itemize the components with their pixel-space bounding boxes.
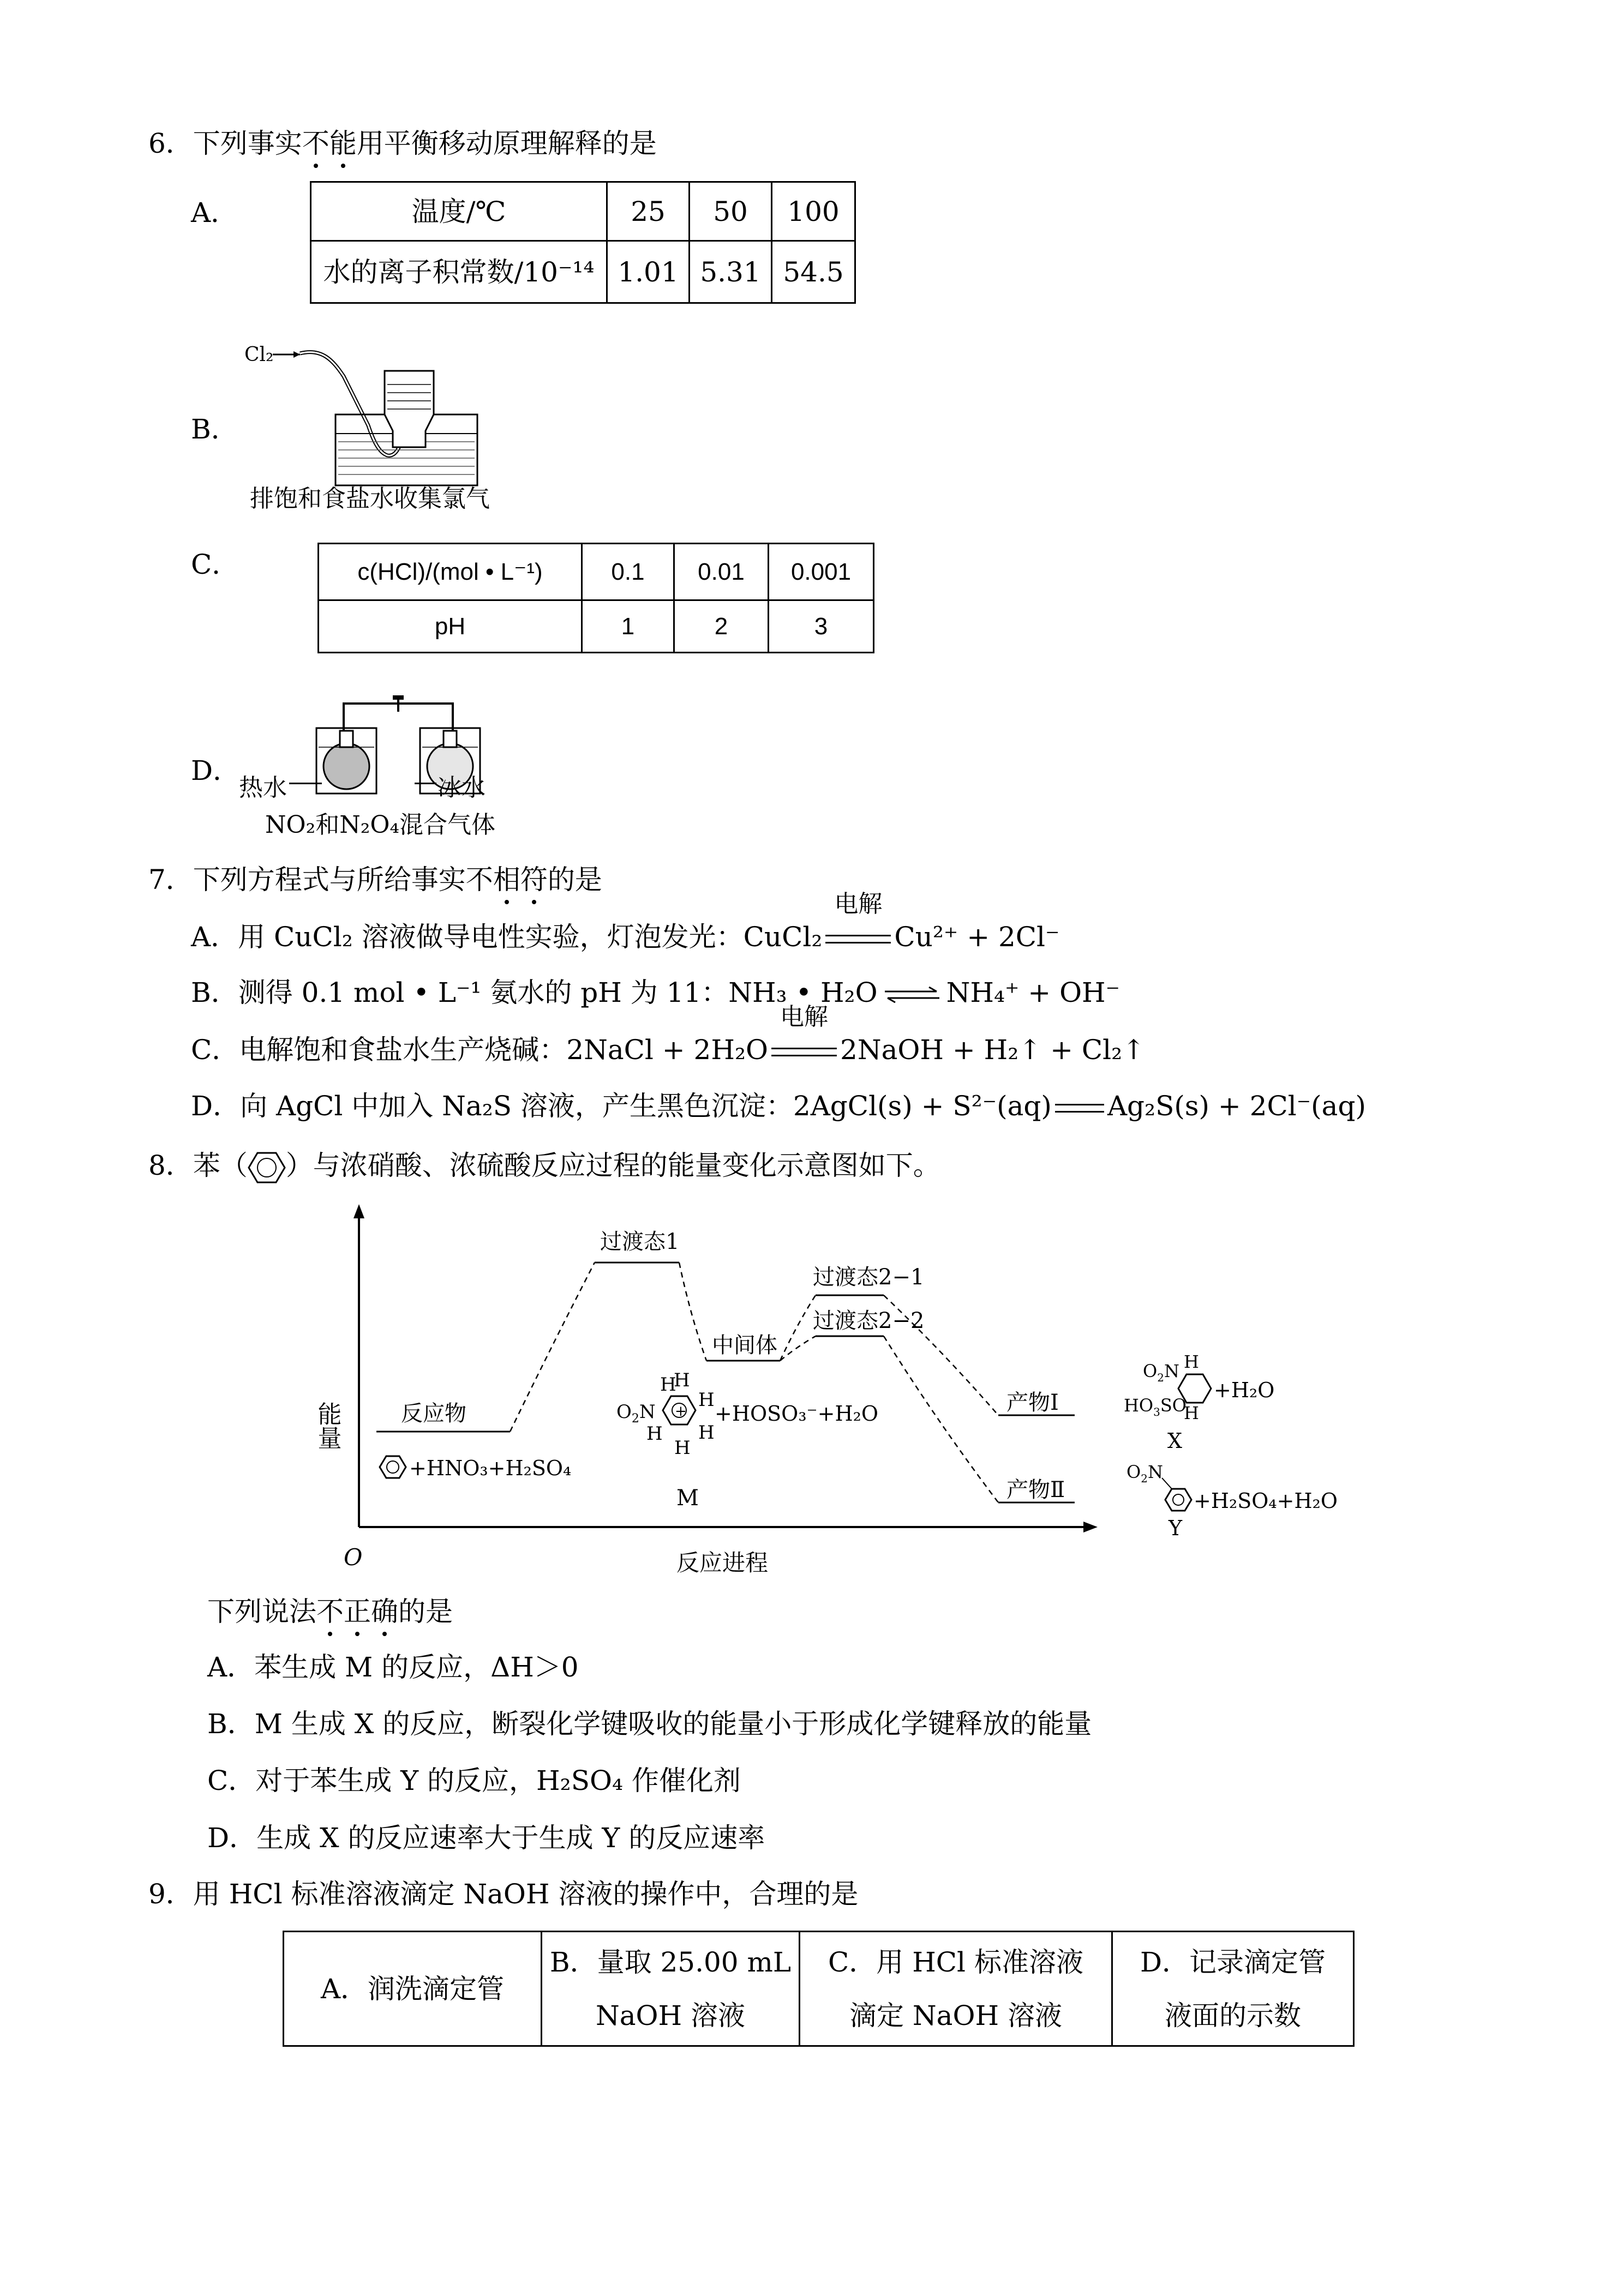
q9-cell-d	[1112, 1932, 1354, 2046]
svg-text:H: H	[698, 1422, 715, 1444]
q6-option-d-label: D．	[191, 755, 241, 786]
sigma-complex-m-icon	[616, 1369, 715, 1459]
q6-a-r2-c1: 1.01	[607, 241, 690, 303]
cl2-label: Cl₂	[244, 344, 274, 366]
q6-a-r2-head: 水的离子积常数/10⁻¹⁴	[311, 241, 607, 303]
q8-stem-pre: 8．苯（	[148, 1150, 248, 1181]
q8-sub-stem	[207, 1592, 453, 1631]
q6-a-r2-c2: 5.31	[690, 241, 772, 303]
q6-a-table	[310, 181, 856, 304]
q7-c-arrow	[771, 1003, 837, 1069]
q8-option-b: B．M 生成 X 的反应，断裂化学键吸收的能量小于形成化学键释放的能量	[207, 1708, 1092, 1740]
cold-water-pointer	[415, 783, 436, 784]
q6-d-caption: NO₂和N₂O₄混合气体	[265, 811, 496, 839]
q8-emph-3: 确	[371, 1592, 398, 1631]
q6-a-r1-c2: 50	[690, 182, 772, 241]
ts22-label: 过渡态2−2	[813, 1308, 925, 1333]
energy-profile-diagram	[305, 1194, 1369, 1587]
x-formula: +H₂O	[1214, 1378, 1275, 1402]
q6-a-r2-c3: 54.5	[772, 241, 855, 303]
q6-c-table	[317, 543, 874, 653]
q7-stem	[148, 861, 602, 899]
q7-option-d	[191, 1087, 1366, 1125]
q8-option-d: D．生成 X 的反应速率大于生成 Y 的反应速率	[207, 1822, 765, 1854]
q8-sub-stem-pre: 下列说法	[207, 1596, 316, 1627]
q7-a-rhs: Cu²⁺ + 2Cl⁻	[894, 921, 1060, 953]
origin-label: O	[344, 1544, 363, 1571]
y-axis-label: 能量	[313, 1402, 341, 1450]
q6-c-r2-c2: 2	[674, 600, 769, 653]
q7-b-lhs: B．测得 0.1 mol • L⁻¹ 氨水的 pH 为 11：NH₃ • H₂O	[191, 977, 878, 1008]
q7-stem-pre: 7．下列方程式与所给事实不	[148, 864, 493, 895]
svg-text:H: H	[646, 1423, 663, 1445]
q8-stem-post: ）与浓硝酸、浓硫酸反应过程的能量变化示意图如下。	[285, 1150, 940, 1181]
q6-c-r2-head: pH	[319, 600, 582, 653]
product2-label: 产物Ⅱ	[1006, 1477, 1065, 1502]
q7-c-rhs: 2NaOH + H₂↑ + Cl₂↑	[840, 1034, 1146, 1066]
q9-d-line1: D．记录滴定管	[1140, 1946, 1326, 1978]
q8-emph-2: 正	[344, 1592, 371, 1631]
q8-sub-stem-post: 的是	[398, 1596, 453, 1627]
q6-a-r1-c3: 100	[772, 182, 855, 241]
x-axis-label: 反应进程	[676, 1549, 769, 1576]
q7-option-a	[191, 890, 1060, 956]
hot-water-pointer	[289, 783, 322, 784]
q6-option-c-label: C．	[191, 549, 239, 580]
q6-option-b-label: B．	[191, 413, 238, 445]
equilibrium-arrow-icon	[882, 987, 942, 1003]
q7-c-lhs: C．电解饱和食盐水生产烧碱：2NaCl + 2H₂O	[191, 1034, 769, 1066]
benzene-ring-icon	[248, 1151, 286, 1185]
q7-option-b	[191, 973, 1120, 1012]
q6-c-r2-c1: 1	[582, 600, 674, 653]
product-x-structure-icon	[1124, 1351, 1211, 1423]
q6-d-hot-water: 热水	[239, 774, 287, 802]
svg-text:H: H	[1184, 1351, 1199, 1372]
q6-c-r2-c3: 3	[769, 600, 874, 653]
q7-emph-1: 相	[493, 861, 520, 899]
q7-a-arrow	[825, 890, 891, 956]
svg-text:H: H	[698, 1389, 715, 1411]
reactant-formula: +HNO₃+H₂SO₄	[409, 1456, 572, 1480]
q8-emph-1: 不	[316, 1592, 344, 1631]
ts1-label: 过渡态1	[600, 1229, 680, 1254]
q7-option-c	[191, 1003, 1146, 1069]
svg-text:H: H	[674, 1369, 690, 1391]
q7-emph-2: 符	[520, 861, 548, 899]
q6-a-r1-c1: 25	[607, 182, 690, 241]
m-formula: +HOSO₃⁻+H₂O	[715, 1402, 878, 1426]
q7-b-rhs: NH₄⁺ + OH⁻	[946, 977, 1120, 1008]
q9-b-line1: B．量取 25.00 mL	[549, 1946, 792, 1978]
q6-c-r1-c1: 0.1	[582, 544, 674, 600]
q6-c-r1-c2: 0.01	[674, 544, 769, 600]
q6-a-r1-head: 温度/℃	[311, 182, 607, 241]
q9-cell-a	[284, 1932, 542, 2046]
q8-stem	[148, 1146, 940, 1185]
q8-option-a: A．苯生成 M 的反应，ΔH＞0	[207, 1651, 579, 1683]
q9-a-line1: A．润洗滴定管	[320, 1973, 505, 2005]
q6-emph-1: 不	[302, 124, 329, 163]
q7-d-arrow	[1055, 1087, 1104, 1125]
svg-text:H: H	[660, 1374, 676, 1396]
ts21-label: 过渡态2−1	[813, 1265, 925, 1290]
q6-option-a-label: A．	[191, 197, 238, 229]
y-formula: +H₂SO₄+H₂O	[1194, 1489, 1338, 1513]
q6-b-caption: 排饱和食盐水收集氯气	[250, 485, 490, 513]
q7-d-lhs: D．向 AgCl 中加入 Na₂S 溶液，产生黑色沉淀：2AgCl(s) + S²⁻(aq)	[191, 1090, 1052, 1122]
q9-c-line2: 滴定 NaOH 溶液	[849, 1999, 1062, 2031]
svg-text:O2N: $O_2N$	[1143, 1361, 1179, 1384]
reactant-label: 反应物	[401, 1401, 466, 1426]
q7-c-condition: 电解	[780, 1003, 829, 1031]
q9-c-line1: C．用 HCl 标准溶液	[828, 1946, 1083, 1978]
q6-stem-pre: 6．下列事实	[148, 128, 302, 159]
q9-cell-c	[800, 1932, 1112, 2046]
q9-stem: 9．用 HCl 标准溶液滴定 NaOH 溶液的操作中，合理的是	[148, 1878, 859, 1910]
nitrobenzene-y-icon	[1126, 1462, 1191, 1511]
q7-stem-post: 的是	[547, 864, 602, 895]
svg-text:HO3SO: $HO_3SO$	[1124, 1395, 1187, 1419]
q9-cell-b	[542, 1932, 800, 2046]
svg-text:+: +	[675, 1403, 687, 1420]
y-label: Y	[1168, 1516, 1183, 1540]
svg-text:H: H	[1184, 1403, 1199, 1423]
reactant-benzene-icon	[380, 1456, 406, 1478]
x-label: X	[1167, 1429, 1183, 1453]
q7-a-lhs: A．用 CuCl₂ 溶液做导电性实验，灯泡发光：CuCl₂	[191, 921, 823, 953]
product1-label: 产物Ⅰ	[1006, 1390, 1059, 1415]
q6-c-r1-head: c(HCl)/(mol • L⁻¹)	[319, 544, 582, 600]
q8-option-c: C．对于苯生成 Y 的反应，H₂SO₄ 作催化剂	[207, 1765, 741, 1796]
q9-d-line2: 液面的示数	[1165, 1999, 1301, 2031]
svg-text:O2N: $O_2N$	[616, 1401, 656, 1426]
intermediate-label: 中间体	[712, 1333, 777, 1358]
q9-options-table	[283, 1931, 1355, 2047]
q7-a-condition: 电解	[834, 890, 883, 918]
svg-text:H: H	[674, 1437, 691, 1459]
q6-stem-post: 用平衡移动原理解释的是	[356, 128, 657, 159]
q9-b-line2: NaOH 溶液	[595, 1999, 746, 2031]
svg-text:O2N: $O_2N$	[1126, 1462, 1163, 1485]
q6-emph-2: 能	[329, 124, 357, 163]
q7-d-rhs: Ag₂S(s) + 2Cl⁻(aq)	[1107, 1090, 1366, 1122]
m-label: M	[676, 1486, 699, 1511]
q6-stem	[148, 124, 657, 163]
q6-c-r1-c3: 0.001	[769, 544, 874, 600]
q6-d-cold-water: 冰水	[438, 774, 486, 802]
